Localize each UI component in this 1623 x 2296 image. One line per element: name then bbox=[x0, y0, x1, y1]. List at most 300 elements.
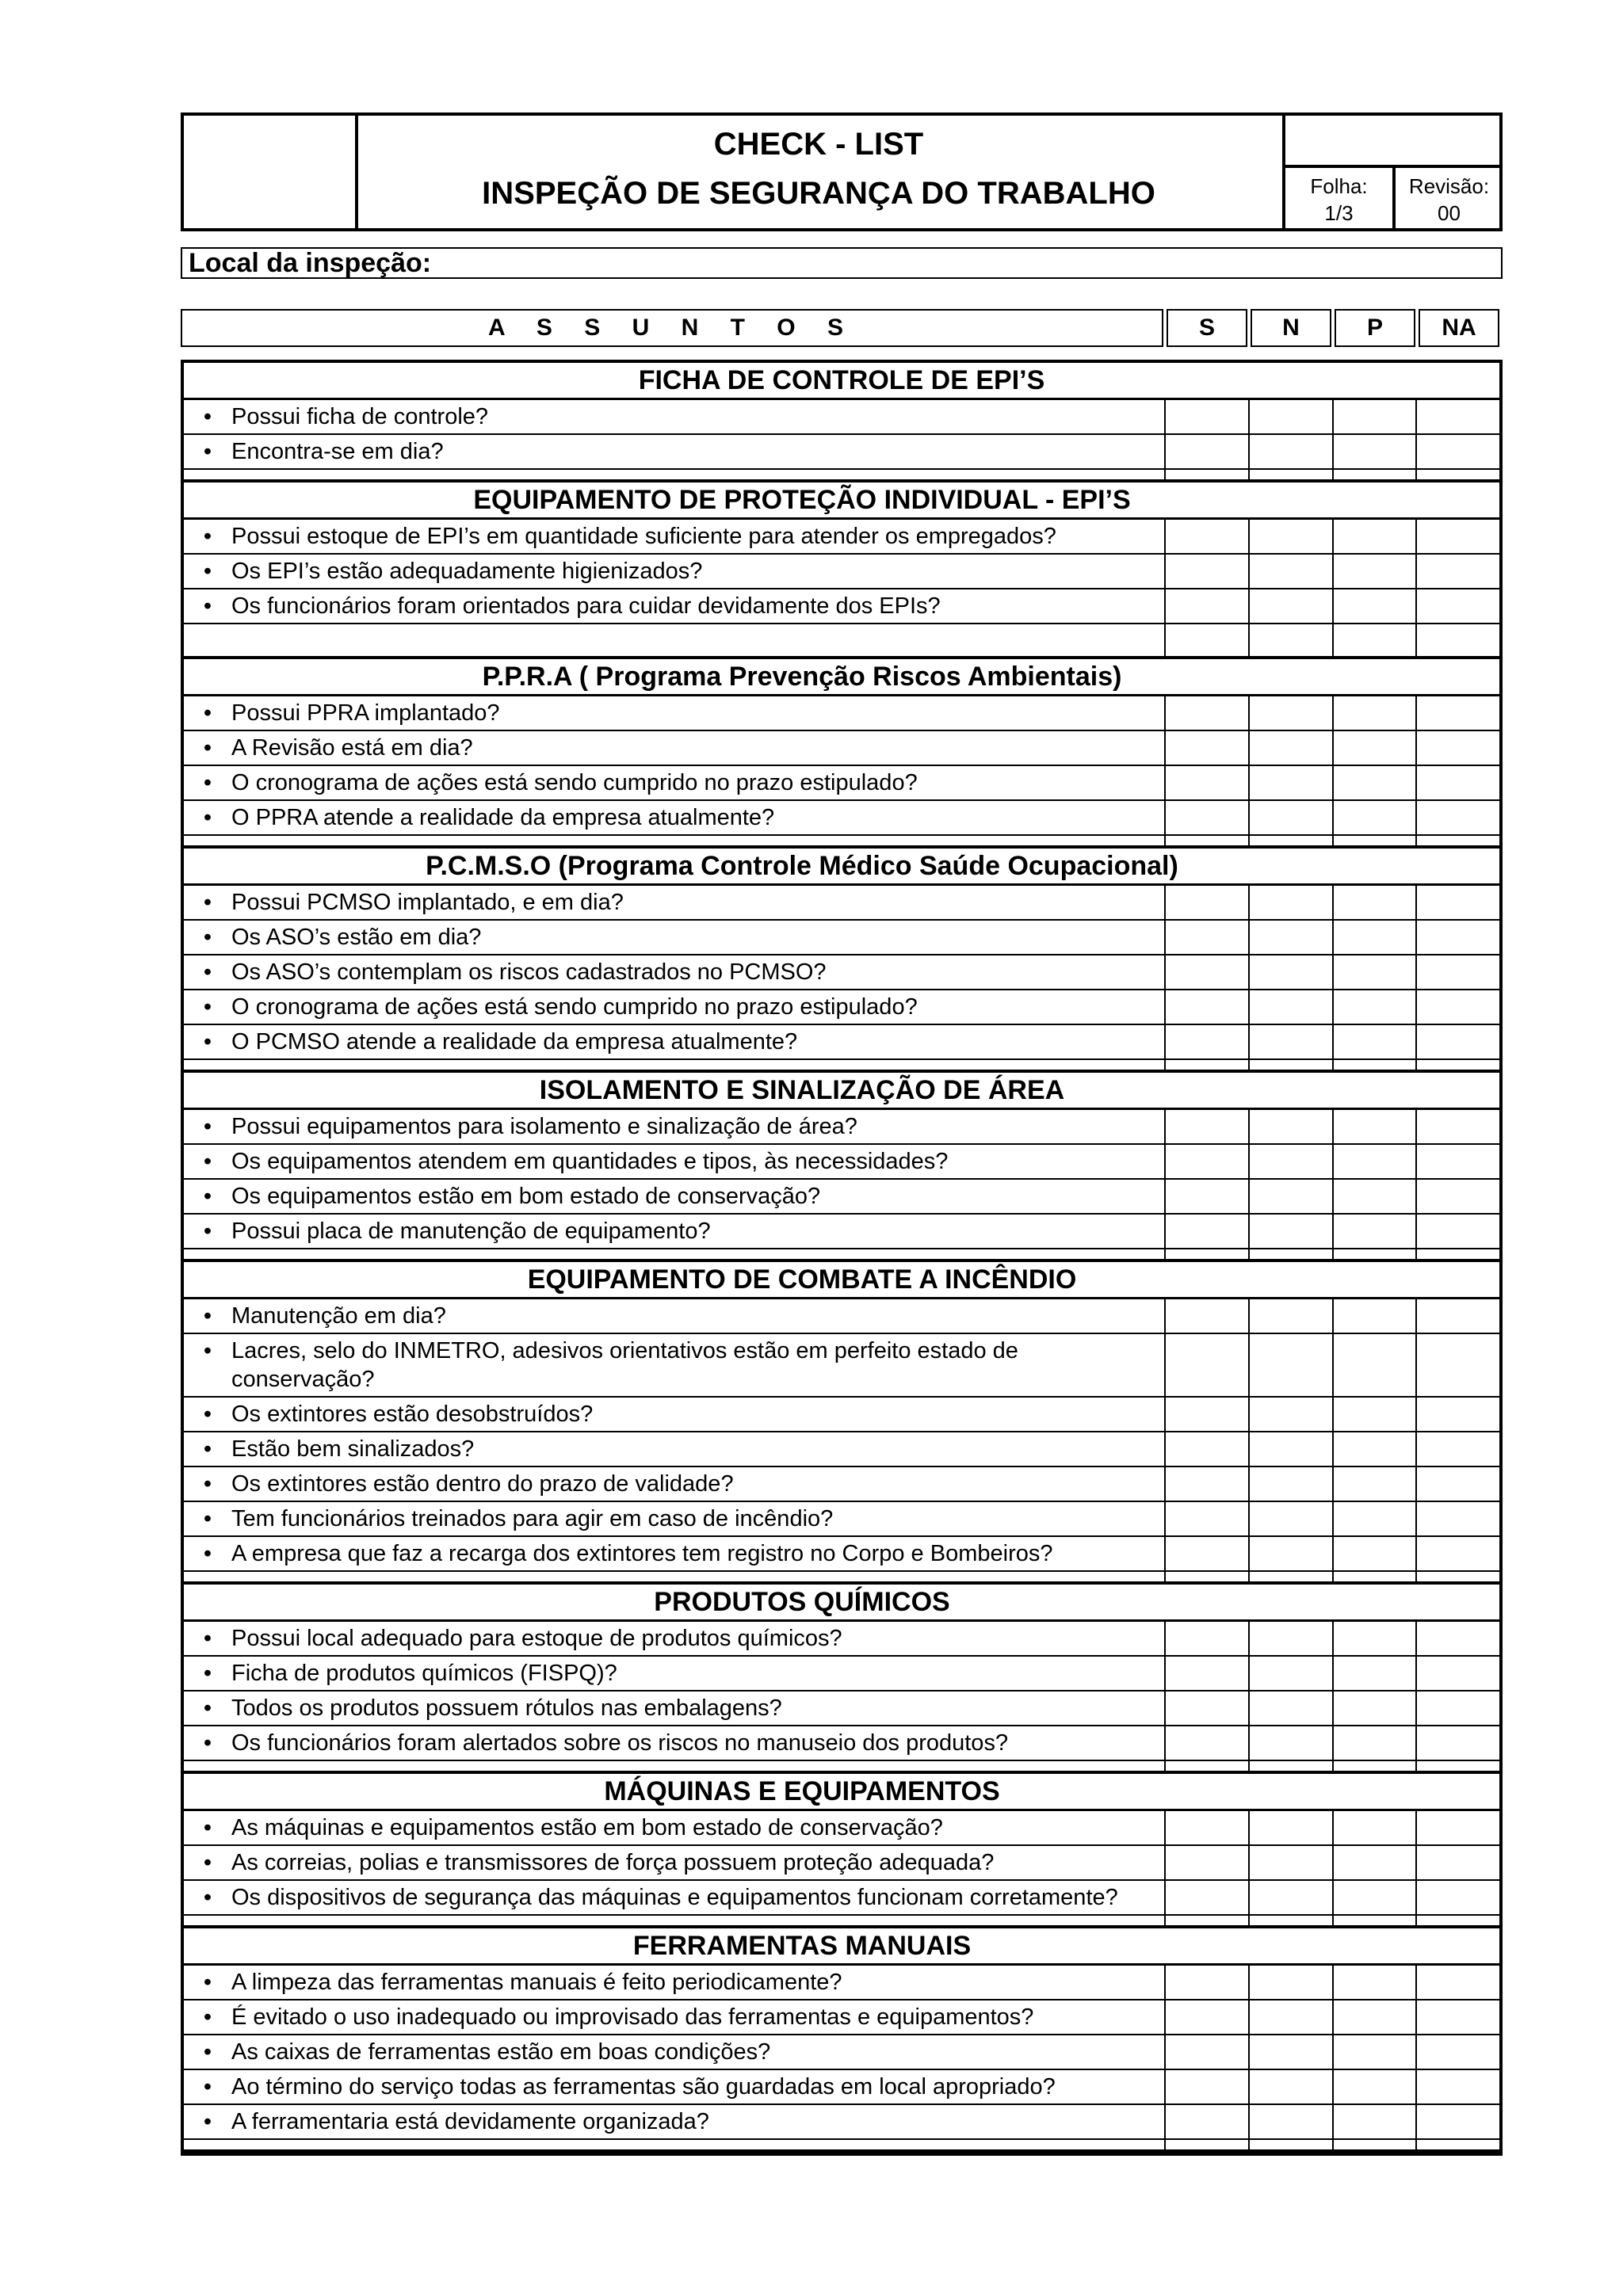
answer-cell-na[interactable] bbox=[1415, 1467, 1499, 1501]
answer-cell-n[interactable] bbox=[1248, 1432, 1332, 1466]
answer-cell-na[interactable] bbox=[1415, 1622, 1499, 1655]
answer-cell-s[interactable] bbox=[1164, 731, 1248, 765]
checklist-row bbox=[184, 400, 1499, 435]
bullet-icon: • bbox=[203, 1626, 212, 1651]
answer-cell-s[interactable] bbox=[1164, 1537, 1248, 1570]
question-text: Possui PCMSO implantado, e em dia? bbox=[231, 890, 624, 915]
question-text: O cronograma de ações está sendo cumprido no prazo estipulado? bbox=[231, 994, 918, 1020]
checklist-row bbox=[184, 1299, 1499, 1334]
answer-cell-n[interactable] bbox=[1248, 1811, 1332, 1844]
question-cell bbox=[184, 1110, 1164, 1143]
answer-cell-s[interactable] bbox=[1164, 696, 1248, 730]
question-cell bbox=[184, 990, 1164, 1024]
question-cell bbox=[184, 1537, 1164, 1570]
answer-cell-na[interactable] bbox=[1415, 435, 1499, 468]
answer-cell-na[interactable] bbox=[1415, 731, 1499, 765]
answer-cell-p[interactable] bbox=[1332, 1334, 1416, 1396]
answer-cell-n[interactable] bbox=[1248, 696, 1332, 730]
answer-cell-n[interactable] bbox=[1248, 1657, 1332, 1690]
checklist-table bbox=[181, 360, 1503, 2156]
answer-cell-p[interactable] bbox=[1332, 1691, 1416, 1725]
question-cell bbox=[184, 589, 1164, 623]
answer-cell-s[interactable] bbox=[1164, 1467, 1248, 1501]
question-text: As caixas de ferramentas estão em boas condições? bbox=[231, 2039, 771, 2065]
answer-cell-n[interactable] bbox=[1248, 1110, 1332, 1143]
checklist-row bbox=[184, 766, 1499, 801]
checklist-row bbox=[184, 1502, 1499, 1537]
answer-cell-na[interactable] bbox=[1415, 555, 1499, 588]
answer-cell-s[interactable] bbox=[1164, 2105, 1248, 2138]
answer-cell-na[interactable] bbox=[1415, 1657, 1499, 1690]
section-spacer bbox=[184, 624, 1499, 659]
checklist-row bbox=[184, 1145, 1499, 1180]
answer-cell-s[interactable] bbox=[1164, 921, 1248, 954]
bullet-icon: • bbox=[203, 1506, 212, 1531]
answer-cell-s[interactable] bbox=[1164, 1502, 1248, 1535]
question-text: Possui ficha de controle? bbox=[231, 404, 489, 429]
checklist-row bbox=[184, 2070, 1499, 2105]
answer-cell-p[interactable] bbox=[1332, 1726, 1416, 1760]
answer-cell-s[interactable] bbox=[1164, 1657, 1248, 1690]
answer-cell-s[interactable] bbox=[1164, 801, 1248, 834]
answer-cell-n[interactable] bbox=[1248, 1881, 1332, 1914]
answer-cell-n[interactable] bbox=[1248, 1180, 1332, 1213]
answer-cell-n[interactable] bbox=[1248, 555, 1332, 588]
bullet-icon: • bbox=[203, 1184, 212, 1209]
question-text: A empresa que faz a recarga dos extintores tem registro no Corpo e Bombeiros? bbox=[231, 1541, 1053, 1566]
answer-cell-n[interactable] bbox=[1248, 435, 1332, 468]
answer-cell-n[interactable] bbox=[1248, 2035, 1332, 2069]
question-cell bbox=[184, 1881, 1164, 1914]
question-cell bbox=[184, 1811, 1164, 1844]
answer-cell-na[interactable] bbox=[1415, 589, 1499, 623]
answer-cell-p[interactable] bbox=[1332, 2105, 1416, 2138]
answer-cell-na[interactable] bbox=[1415, 1334, 1499, 1396]
answer-cell-s[interactable] bbox=[1164, 1432, 1248, 1466]
answer-cell-n[interactable] bbox=[1248, 1145, 1332, 1178]
bullet-icon: • bbox=[203, 700, 212, 726]
answer-cell-n[interactable] bbox=[1248, 1691, 1332, 1725]
checklist-row bbox=[184, 1025, 1499, 1060]
answer-cell-na[interactable] bbox=[1415, 2105, 1499, 2138]
column-s-header: S bbox=[1167, 309, 1247, 347]
answer-cell-na[interactable] bbox=[1415, 1502, 1499, 1535]
bullet-icon: • bbox=[203, 994, 212, 1020]
bullet-icon: • bbox=[203, 770, 212, 795]
bullet-icon: • bbox=[203, 890, 212, 915]
checklist-row bbox=[184, 435, 1499, 470]
question-cell bbox=[184, 1145, 1164, 1178]
answer-cell-p[interactable] bbox=[1332, 2000, 1416, 2034]
bullet-icon: • bbox=[203, 1219, 212, 1244]
checklist-row bbox=[184, 2105, 1499, 2140]
section-spacer bbox=[184, 1060, 1499, 1073]
question-text: Os extintores estão dentro do prazo de validade? bbox=[231, 1471, 734, 1497]
answer-cell-s[interactable] bbox=[1164, 2070, 1248, 2103]
local-field[interactable] bbox=[181, 247, 1503, 279]
checklist-row bbox=[184, 1110, 1499, 1145]
answer-cell-p[interactable] bbox=[1332, 1811, 1416, 1844]
answer-cell-p[interactable] bbox=[1332, 990, 1416, 1024]
answer-cell-p[interactable] bbox=[1332, 400, 1416, 433]
bullet-icon: • bbox=[203, 1471, 212, 1497]
checklist-row bbox=[184, 886, 1499, 921]
answer-cell-s[interactable] bbox=[1164, 400, 1248, 433]
answer-cell-n[interactable] bbox=[1248, 886, 1332, 919]
question-text: Possui equipamentos para isolamento e sinalização de área? bbox=[231, 1114, 857, 1139]
answer-cell-p[interactable] bbox=[1332, 589, 1416, 623]
answer-cell-s[interactable] bbox=[1164, 1691, 1248, 1725]
answer-cell-n[interactable] bbox=[1248, 801, 1332, 834]
bullet-icon: • bbox=[203, 1695, 212, 1721]
answer-cell-n[interactable] bbox=[1248, 1398, 1332, 1431]
bullet-icon: • bbox=[203, 1661, 212, 1686]
section-title: P.P.R.A ( Programa Prevenção Riscos Ambientais) bbox=[184, 659, 1499, 696]
answer-cell-na[interactable] bbox=[1415, 921, 1499, 954]
answer-cell-na[interactable] bbox=[1415, 2035, 1499, 2069]
answer-cell-p[interactable] bbox=[1332, 1846, 1416, 1879]
answer-cell-p[interactable] bbox=[1332, 886, 1416, 919]
answer-cell-s[interactable] bbox=[1164, 435, 1248, 468]
question-text: A limpeza das ferramentas manuais é feito periodicamente? bbox=[231, 1970, 842, 1995]
checklist-row bbox=[184, 1622, 1499, 1657]
answer-cell-n[interactable] bbox=[1248, 1537, 1332, 1570]
answer-cell-p[interactable] bbox=[1332, 1145, 1416, 1178]
answer-cell-na[interactable] bbox=[1415, 990, 1499, 1024]
checklist-row bbox=[184, 955, 1499, 990]
answer-cell-p[interactable] bbox=[1332, 1025, 1416, 1058]
question-text: Possui placa de manutenção de equipamento? bbox=[231, 1219, 711, 1244]
checklist-row bbox=[184, 1846, 1499, 1881]
question-text: As correias, polias e transmissores de força possuem proteção adequada? bbox=[231, 1850, 995, 1875]
answer-cell-p[interactable] bbox=[1332, 766, 1416, 799]
local-label: Local da inspeção: bbox=[189, 248, 432, 278]
question-text: Os extintores estão desobstruídos? bbox=[231, 1402, 594, 1427]
answer-cell-na[interactable] bbox=[1415, 1726, 1499, 1760]
checklist-row bbox=[184, 1334, 1499, 1398]
answer-cell-p[interactable] bbox=[1332, 731, 1416, 765]
question-text: Possui PPRA implantado? bbox=[231, 700, 500, 726]
answer-cell-na[interactable] bbox=[1415, 1537, 1499, 1570]
answer-cell-s[interactable] bbox=[1164, 520, 1248, 553]
document-title: CHECK - LIST bbox=[713, 127, 924, 162]
answer-cell-na[interactable] bbox=[1415, 1299, 1499, 1333]
answer-cell-p[interactable] bbox=[1332, 1299, 1416, 1333]
answer-cell-s[interactable] bbox=[1164, 1846, 1248, 1879]
answer-cell-p[interactable] bbox=[1332, 1180, 1416, 1213]
answer-cell-s[interactable] bbox=[1164, 1299, 1248, 1333]
question-text: A ferramentaria está devidamente organizada? bbox=[231, 2109, 709, 2134]
question-cell bbox=[184, 1966, 1164, 1999]
question-cell bbox=[184, 1215, 1164, 1248]
question-cell bbox=[184, 801, 1164, 834]
answer-cell-s[interactable] bbox=[1164, 555, 1248, 588]
question-cell bbox=[184, 1432, 1164, 1466]
answer-cell-p[interactable] bbox=[1332, 1657, 1416, 1690]
answer-cell-s[interactable] bbox=[1164, 766, 1248, 799]
checklist-row bbox=[184, 1180, 1499, 1215]
answer-cell-n[interactable] bbox=[1248, 990, 1332, 1024]
question-cell bbox=[184, 1334, 1164, 1396]
answer-cell-s[interactable] bbox=[1164, 2000, 1248, 2034]
question-cell bbox=[184, 1846, 1164, 1879]
section-title: PRODUTOS QUÍMICOS bbox=[184, 1585, 1499, 1622]
answer-cell-na[interactable] bbox=[1415, 801, 1499, 834]
folha-value: 1/3 bbox=[1324, 201, 1354, 225]
meta-box bbox=[1282, 116, 1503, 228]
answer-cell-n[interactable] bbox=[1248, 400, 1332, 433]
answer-cell-n[interactable] bbox=[1248, 1299, 1332, 1333]
column-header-row bbox=[181, 309, 1503, 347]
section-title: P.C.M.S.O (Programa Controle Médico Saúde Ocupacional) bbox=[184, 849, 1499, 886]
answer-cell-na[interactable] bbox=[1415, 1180, 1499, 1213]
answer-cell-n[interactable] bbox=[1248, 1966, 1332, 1999]
bullet-icon: • bbox=[203, 593, 212, 619]
answer-cell-p[interactable] bbox=[1332, 1502, 1416, 1535]
question-cell bbox=[184, 1467, 1164, 1501]
question-cell bbox=[184, 1025, 1164, 1058]
question-text: Os dispositivos de segurança das máquinas e equipamentos funcionam corretamente? bbox=[231, 1885, 1118, 1910]
answer-cell-n[interactable] bbox=[1248, 589, 1332, 623]
answer-cell-n[interactable] bbox=[1248, 955, 1332, 989]
question-text: Estão bem sinalizados? bbox=[231, 1436, 475, 1462]
bullet-icon: • bbox=[203, 1338, 212, 1363]
document-header bbox=[181, 113, 1503, 231]
question-text: É evitado o uso inadequado ou improvisado das ferramentas e equipamentos? bbox=[231, 2004, 1034, 2030]
revisao-value: 00 bbox=[1438, 201, 1461, 225]
answer-cell-s[interactable] bbox=[1164, 1398, 1248, 1431]
bullet-icon: • bbox=[203, 439, 212, 464]
bullet-icon: • bbox=[203, 1149, 212, 1174]
revisao-label: Revisão: bbox=[1408, 174, 1490, 198]
answer-cell-s[interactable] bbox=[1164, 1110, 1248, 1143]
bullet-icon: • bbox=[203, 1402, 212, 1427]
answer-cell-na[interactable] bbox=[1415, 520, 1499, 553]
section-title: FERRAMENTAS MANUAIS bbox=[184, 1928, 1499, 1966]
answer-cell-s[interactable] bbox=[1164, 589, 1248, 623]
title-cell bbox=[358, 116, 1279, 228]
answer-cell-na[interactable] bbox=[1415, 1398, 1499, 1431]
bullet-icon: • bbox=[203, 559, 212, 584]
answer-cell-p[interactable] bbox=[1332, 1110, 1416, 1143]
answer-cell-s[interactable] bbox=[1164, 1215, 1248, 1248]
checklist-document bbox=[181, 113, 1503, 2156]
answer-cell-na[interactable] bbox=[1415, 1145, 1499, 1178]
answer-cell-n[interactable] bbox=[1248, 1467, 1332, 1501]
bullet-icon: • bbox=[203, 2074, 212, 2100]
answer-cell-s[interactable] bbox=[1164, 1726, 1248, 1760]
bullet-icon: • bbox=[203, 524, 212, 549]
answer-cell-s[interactable] bbox=[1164, 2035, 1248, 2069]
column-na-header: NA bbox=[1419, 309, 1499, 347]
checklist-row bbox=[184, 731, 1499, 766]
answer-cell-n[interactable] bbox=[1248, 731, 1332, 765]
section-spacer bbox=[184, 2140, 1499, 2153]
answer-cell-n[interactable] bbox=[1248, 520, 1332, 553]
question-text: Ficha de produtos químicos (FISPQ)? bbox=[231, 1661, 617, 1686]
answer-cell-n[interactable] bbox=[1248, 1502, 1332, 1535]
question-cell bbox=[184, 696, 1164, 730]
answer-cell-n[interactable] bbox=[1248, 2070, 1332, 2103]
question-cell bbox=[184, 2000, 1164, 2034]
answer-cell-na[interactable] bbox=[1415, 1966, 1499, 1999]
column-n-header: N bbox=[1251, 309, 1331, 347]
answer-cell-p[interactable] bbox=[1332, 801, 1416, 834]
answer-cell-s[interactable] bbox=[1164, 955, 1248, 989]
question-text: Os funcionários foram orientados para cuidar devidamente dos EPIs? bbox=[231, 593, 941, 619]
answer-cell-na[interactable] bbox=[1415, 1215, 1499, 1248]
answer-cell-p[interactable] bbox=[1332, 1881, 1416, 1914]
section-spacer bbox=[184, 470, 1499, 482]
section-title: EQUIPAMENTO DE COMBATE A INCÊNDIO bbox=[184, 1262, 1499, 1299]
question-text: Os EPI’s estão adequadamente higienizados? bbox=[231, 559, 703, 584]
checklist-row bbox=[184, 555, 1499, 589]
checklist-row bbox=[184, 1398, 1499, 1432]
question-text: A Revisão está em dia? bbox=[231, 735, 473, 761]
checklist-row bbox=[184, 1881, 1499, 1916]
bullet-icon: • bbox=[203, 2109, 212, 2134]
bullet-icon: • bbox=[203, 1029, 212, 1055]
question-cell bbox=[184, 1726, 1164, 1760]
answer-cell-n[interactable] bbox=[1248, 921, 1332, 954]
checklist-row bbox=[184, 2035, 1499, 2070]
answer-cell-s[interactable] bbox=[1164, 1966, 1248, 1999]
checklist-row bbox=[184, 921, 1499, 955]
question-cell bbox=[184, 2070, 1164, 2103]
answer-cell-p[interactable] bbox=[1332, 921, 1416, 954]
answer-cell-s[interactable] bbox=[1164, 1622, 1248, 1655]
answer-cell-na[interactable] bbox=[1415, 1432, 1499, 1466]
answer-cell-p[interactable] bbox=[1332, 1622, 1416, 1655]
question-cell bbox=[184, 731, 1164, 765]
answer-cell-s[interactable] bbox=[1164, 1180, 1248, 1213]
question-cell bbox=[184, 400, 1164, 433]
bullet-icon: • bbox=[203, 1815, 212, 1840]
meta-top-cell bbox=[1285, 116, 1503, 168]
checklist-row bbox=[184, 1691, 1499, 1726]
bullet-icon: • bbox=[203, 959, 212, 985]
question-cell bbox=[184, 886, 1164, 919]
answer-cell-na[interactable] bbox=[1415, 400, 1499, 433]
checklist-row bbox=[184, 1811, 1499, 1846]
answer-cell-n[interactable] bbox=[1248, 1025, 1332, 1058]
answer-cell-na[interactable] bbox=[1415, 1691, 1499, 1725]
answer-cell-n[interactable] bbox=[1248, 766, 1332, 799]
checklist-row bbox=[184, 1726, 1499, 1761]
answer-cell-p[interactable] bbox=[1332, 1966, 1416, 1999]
bullet-icon: • bbox=[203, 735, 212, 761]
checklist-row bbox=[184, 520, 1499, 555]
bullet-icon: • bbox=[203, 1541, 212, 1566]
folha-label: Folha: bbox=[1310, 174, 1368, 198]
answer-cell-p[interactable] bbox=[1332, 696, 1416, 730]
answer-cell-p[interactable] bbox=[1332, 1432, 1416, 1466]
question-cell bbox=[184, 955, 1164, 989]
folha-cell bbox=[1285, 168, 1392, 228]
answer-cell-s[interactable] bbox=[1164, 1145, 1248, 1178]
answer-cell-p[interactable] bbox=[1332, 555, 1416, 588]
question-text: Os equipamentos atendem em quantidades e tipos, às necessidades? bbox=[231, 1149, 949, 1174]
answer-cell-na[interactable] bbox=[1415, 2000, 1499, 2034]
question-text: Os funcionários foram alertados sobre os riscos no manuseio dos produtos? bbox=[231, 1730, 1009, 1756]
answer-cell-na[interactable] bbox=[1415, 766, 1499, 799]
question-text: As máquinas e equipamentos estão em bom estado de conservação? bbox=[231, 1815, 943, 1840]
question-cell bbox=[184, 766, 1164, 799]
answer-cell-na[interactable] bbox=[1415, 1110, 1499, 1143]
answer-cell-p[interactable] bbox=[1332, 1215, 1416, 1248]
question-text: Possui estoque de EPI’s em quantidade suficiente para atender os empregados? bbox=[231, 524, 1056, 549]
answer-cell-p[interactable] bbox=[1332, 435, 1416, 468]
answer-cell-p[interactable] bbox=[1332, 1537, 1416, 1570]
bullet-icon: • bbox=[203, 1970, 212, 1995]
checklist-row bbox=[184, 1657, 1499, 1691]
bullet-icon: • bbox=[203, 1114, 212, 1139]
answer-cell-na[interactable] bbox=[1415, 1846, 1499, 1879]
answer-cell-na[interactable] bbox=[1415, 1881, 1499, 1914]
checklist-row bbox=[184, 990, 1499, 1025]
answer-cell-n[interactable] bbox=[1248, 1726, 1332, 1760]
answer-cell-p[interactable] bbox=[1332, 520, 1416, 553]
answer-cell-n[interactable] bbox=[1248, 1846, 1332, 1879]
bullet-icon: • bbox=[203, 1885, 212, 1910]
answer-cell-p[interactable] bbox=[1332, 1467, 1416, 1501]
question-text: Encontra-se em dia? bbox=[231, 439, 444, 464]
question-text: Ao término do serviço todas as ferramentas são guardadas em local apropriado? bbox=[231, 2074, 1056, 2100]
answer-cell-n[interactable] bbox=[1248, 1215, 1332, 1248]
answer-cell-p[interactable] bbox=[1332, 1398, 1416, 1431]
checklist-row bbox=[184, 1432, 1499, 1467]
question-cell bbox=[184, 1398, 1164, 1431]
document-subtitle: INSPEÇÃO DE SEGURANÇA DO TRABALHO bbox=[482, 176, 1155, 211]
answer-cell-n[interactable] bbox=[1248, 2000, 1332, 2034]
answer-cell-s[interactable] bbox=[1164, 990, 1248, 1024]
answer-cell-na[interactable] bbox=[1415, 696, 1499, 730]
bullet-icon: • bbox=[203, 2004, 212, 2030]
checklist-row bbox=[184, 1966, 1499, 2000]
section-spacer bbox=[184, 836, 1499, 849]
checklist-row bbox=[184, 589, 1499, 624]
answer-cell-s[interactable] bbox=[1164, 1334, 1248, 1396]
answer-cell-na[interactable] bbox=[1415, 955, 1499, 989]
answer-cell-na[interactable] bbox=[1415, 886, 1499, 919]
answer-cell-s[interactable] bbox=[1164, 886, 1248, 919]
answer-cell-n[interactable] bbox=[1248, 1334, 1332, 1396]
question-text: Lacres, selo do INMETRO, adesivos orientativos estão em perfeito estado de conservação? bbox=[231, 1338, 1018, 1392]
answer-cell-na[interactable] bbox=[1415, 2070, 1499, 2103]
answer-cell-na[interactable] bbox=[1415, 1811, 1499, 1844]
checklist-row bbox=[184, 1215, 1499, 1249]
question-text: Os ASO’s estão em dia? bbox=[231, 925, 482, 950]
section-spacer bbox=[184, 1916, 1499, 1928]
answer-cell-n[interactable] bbox=[1248, 1622, 1332, 1655]
question-cell bbox=[184, 1299, 1164, 1333]
answer-cell-s[interactable] bbox=[1164, 1811, 1248, 1844]
answer-cell-s[interactable] bbox=[1164, 1025, 1248, 1058]
answer-cell-p[interactable] bbox=[1332, 2035, 1416, 2069]
question-cell bbox=[184, 1502, 1164, 1535]
bullet-icon: • bbox=[203, 805, 212, 830]
question-text: O cronograma de ações está sendo cumprido no prazo estipulado? bbox=[231, 770, 918, 795]
section-spacer bbox=[184, 1572, 1499, 1585]
bullet-icon: • bbox=[203, 925, 212, 950]
answer-cell-p[interactable] bbox=[1332, 2070, 1416, 2103]
question-text: O PCMSO atende a realidade da empresa atualmente? bbox=[231, 1029, 798, 1055]
answer-cell-na[interactable] bbox=[1415, 1025, 1499, 1058]
answer-cell-n[interactable] bbox=[1248, 2105, 1332, 2138]
answer-cell-s[interactable] bbox=[1164, 1881, 1248, 1914]
bullet-icon: • bbox=[203, 2039, 212, 2065]
answer-cell-p[interactable] bbox=[1332, 955, 1416, 989]
